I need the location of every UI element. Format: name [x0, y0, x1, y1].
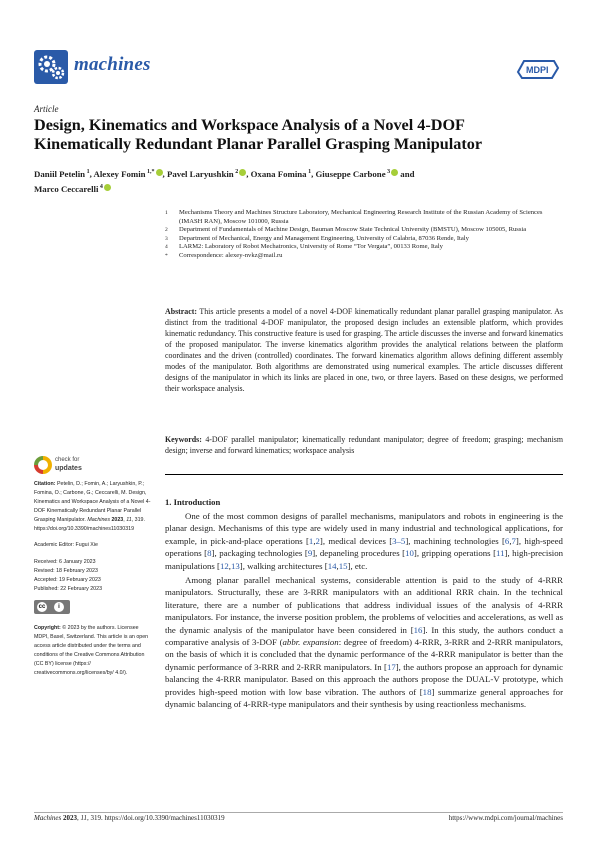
paragraph-text: ], depaneling procedures [: [312, 548, 406, 559]
section-divider: [165, 474, 563, 475]
reference-link[interactable]: 11: [496, 548, 505, 559]
paragraph-text: ], medical devices [: [319, 535, 393, 546]
reference-link[interactable]: 16: [413, 624, 423, 635]
author-name: Daniil Petelin: [34, 168, 86, 179]
affiliations: [165, 209, 565, 261]
citation-volume: 11: [126, 516, 132, 523]
author-name: Pavel Laryushkin: [166, 168, 234, 179]
accepted-date: Accepted: 19 February 2023: [34, 577, 101, 584]
author-separator: ,: [162, 168, 167, 179]
author-affiliation-number: 1,*: [145, 169, 155, 175]
publisher-name: MDPI: [526, 65, 549, 75]
author-name: Alexey Fomin: [93, 168, 146, 179]
footer-doi[interactable]: , 319. https://doi.org/10.3390/machines11030319: [86, 814, 225, 822]
affiliation-number: 4: [165, 244, 168, 251]
affiliation-number: 3: [165, 235, 168, 242]
author-name: Oxana Fomina: [250, 168, 307, 179]
reference-link[interactable]: 8: [207, 548, 212, 559]
received-date: Received: 6 January 2023: [34, 559, 96, 566]
reference-link[interactable]: 18: [422, 686, 432, 697]
abstract: [165, 306, 563, 394]
reference-link[interactable]: 14: [327, 560, 337, 571]
paragraph-text: ], the authors propose an approach for dynamic balancing the 4-RRR manipulator. Based on this approach the authors propose the DUAL-V prototype, which provides high-speed motion with low base vibration. The authors of [: [165, 661, 563, 697]
affiliation-item: [165, 226, 565, 235]
affiliation-number: 2: [165, 227, 168, 234]
orcid-icon[interactable]: [104, 184, 111, 191]
orcid-icon[interactable]: [156, 169, 163, 176]
copyright-label: Copyright:: [34, 624, 61, 631]
footer-citation: Machines 2023, 11, 319. https://doi.org/10.3390/machines11030319: [34, 814, 225, 822]
reference-link[interactable]: 9: [307, 548, 313, 559]
check-updates-line1: check for: [55, 457, 80, 463]
article-info-sidebar: [34, 480, 152, 677]
citation-journal: Machines: [87, 516, 110, 523]
reference-link[interactable]: 10: [405, 548, 414, 559]
reference-link[interactable]: 2: [315, 535, 320, 546]
paragraph-text: ], packaging technologies [: [211, 548, 308, 559]
paragraph: [165, 574, 563, 710]
author-affiliation-number: 1: [85, 169, 90, 175]
academic-editor: Academic Editor: Fugui Xie: [34, 542, 98, 549]
keywords-text: 4-DOF parallel manipulator; kinematically redundant manipulator; degree of freedom; grasping; mechanism design; inverse and forward kinematics; workspace analysis: [165, 435, 563, 455]
affiliation-number: 1: [165, 210, 168, 216]
reference-link[interactable]: 17: [386, 661, 396, 672]
publisher-logo[interactable]: [514, 58, 560, 80]
check-for-updates-button[interactable]: [34, 456, 104, 476]
author-separator: ,: [311, 168, 316, 179]
affiliation-item: [165, 209, 565, 226]
journal-name: machines: [74, 54, 151, 75]
reference-link[interactable]: 3–5: [392, 535, 406, 546]
reference-link[interactable]: 15: [338, 560, 348, 571]
citation: Citation: Petelin, D.; Fomin, A.; Laryushkin, P.; Fomina, O.; Carbone, G.; Ceccarelli, M. Design, Kinematics and Workspace Analysis of a Novel 4-DOF Kinematically Redundant Planar Parallel Grasping Manipulator. Machines 2023, 11, 319. https://doi.org/10.3390/machines11030319: [34, 481, 151, 532]
author-separator: ,: [246, 168, 251, 179]
affiliation-text: Mechanisms Theory and Machines Structure Laboratory, Mechanical Engineering Research Institute of the Russian Academy of Sciences (IMASH RAN), Moscow 101000, Russia: [179, 209, 543, 225]
paragraph-text: Among planar parallel mechanical systems, considerable attention is paid to the study of 4-RRR manipulators. Structurally, these are 3-RRR manipulators with an additional RRR chain. In the technical literature, there are a number of publications that address individual issues of the analysis of 4-RRR manipulators. For instance, the inverse position problem, the problems of velocities and accelerations, as well as the dynamic analysis of the manipulator have been considered in [: [165, 575, 563, 635]
affiliation-item: [165, 243, 565, 252]
keywords: [165, 434, 563, 456]
article-title: Design, Kinematics and Workspace Analysis of a Novel 4-DOF Kinematically Redundant Planar Parallel Grasping Manipulator: [34, 116, 483, 153]
affiliation-number: *: [165, 252, 168, 259]
affiliation-item: [165, 252, 565, 261]
paragraph-text: ], machining technologies [: [405, 535, 505, 546]
author-list: [34, 166, 554, 196]
cc-by-license-badge[interactable]: [34, 600, 70, 614]
reference-link[interactable]: 13: [230, 560, 240, 571]
footer-volume: 11: [80, 814, 87, 822]
affiliation-text: LARM2: Laboratory of Robot Mechatronics, University of Rome “Tor Vergata”, 00133 Rome, Italy: [179, 243, 443, 251]
author-affiliation-number: 2: [233, 169, 239, 175]
paragraph-text: One of the most common designs of parallel mechanisms, manipulators and robots in engineering is the planar design. Mechanisms of this type are widely used in many industrial and technological applications, for example, in pick-and-place operations [: [165, 511, 563, 546]
journal-gears-logo: [34, 50, 68, 84]
paragraph: [165, 510, 563, 572]
introduction-body: [165, 510, 563, 711]
check-updates-line2: updates: [55, 464, 82, 472]
article-type: Article: [34, 104, 59, 114]
citation-year: 2023: [111, 516, 124, 523]
italic-text: abbr. expansion: [282, 637, 339, 648]
journal-url[interactable]: https://www.mdpi.com/journal/machines: [448, 814, 563, 822]
cc-icon: cc: [38, 603, 46, 610]
published-date: Published: 22 February 2023: [34, 586, 103, 593]
check-updates-icon: [34, 456, 52, 474]
author-affiliation-number: 3: [385, 169, 391, 175]
paragraph-text: ,: [336, 560, 339, 571]
footer-journal: Machines: [34, 814, 62, 822]
author-name: Giuseppe Carbone: [315, 168, 386, 179]
paragraph-text: ,: [228, 560, 231, 571]
footer-year: 2023: [62, 814, 77, 822]
reference-link[interactable]: 6: [504, 535, 510, 546]
paragraph-text: ,: [509, 535, 512, 546]
paragraph-text: ], high-precision manipulations [: [165, 548, 563, 571]
affiliation-text: Correspondence: alexey-nvkz@mail.ru: [179, 251, 283, 259]
reference-link[interactable]: 12: [219, 560, 229, 571]
attribution-icon: i: [54, 602, 64, 612]
citation-text: Petelin, D.; Fomin, A.; Laryushkin, P.; Fomina, O.; Carbone, G.; Ceccarelli, M. Design, Kinematics and Workspace Analysis of a Novel 4-DOF Kinematically Redundant Planar Parallel Grasping Manipulator.: [34, 481, 151, 523]
footer-divider: [34, 812, 563, 813]
paragraph-text: ] summarize general approaches for dynamic balancing of 4-RRR-type manipulators and their synthesis by using reactionless mechanisms.: [165, 686, 563, 710]
abstract-text: This article presents a model of a novel 4-DOF kinematically redundant planar parallel grasping manipulator. As distinct from the traditional 4-DOF manipulator, the proposed design includes an extensible platform, which provides kinematic redundancy. This constructive feature is used for grasping. The article discusses the inverse and forward kinematics of the proposed manipulator. The inverse kinematics algorithm provides the analytical relations between the platform coordinates and the driven (controlled) coordinates. The forward kinematics algorithm allows defining different assembly modes of the manipulator. Both algorithms are demonstrated using numerical examples. The article discusses different designs of the manipulator in which its links are placed in one, two, or three layers. Based on these designs, we performed their workspace analysis.: [165, 307, 563, 393]
paragraph-text: : degree of freedom) 4-RRR, 3-RRR and 2-RRR manipulators, on the basis of which it is concluded that the dynamic performance of the 4-RRR manipulator is better than the dynamic performance of 3-RRR and 2-RRR manipulators. In [: [165, 637, 564, 672]
section-heading: 1. Introduction: [165, 497, 221, 507]
paragraph-text: ], high-speed operations [: [165, 535, 563, 559]
affiliation-text: Department of Mechanical, Energy and Management Engineering, University of Calabria, 87036 Rende, Italy: [179, 234, 469, 242]
affiliation-text: Department of Fundamentals of Machine Design, Bauman Moscow State Technical University (BMSTU), Moscow 105005, Russia: [179, 226, 527, 234]
citation-doi[interactable]: , 319. https://doi.org/10.3390/machines11030319: [34, 516, 145, 532]
abstract-label: Abstract:: [165, 307, 197, 316]
author-separator: ,: [89, 168, 94, 179]
author-separator: and: [398, 168, 415, 179]
copyright-text: © 2023 by the authors. Licensee MDPI, Basel, Switzerland. This article is an open access article distributed under the terms and conditions of the Creative Commons Attribution (CC BY) license (https:// creativecommons.org/licenses/by/ 4.0/).: [34, 624, 149, 676]
author-affiliation-number: 1: [306, 169, 312, 175]
keywords-label: Keywords:: [165, 435, 202, 444]
paragraph-text: ]. In this study, the authors conduct a comparative analysis of 3-DOF (: [165, 624, 563, 648]
paragraph-text: ], walking architectures [: [239, 560, 328, 571]
reference-link[interactable]: 1: [308, 535, 314, 546]
paragraph-text: ], etc.: [347, 560, 368, 571]
paragraph-text: ], gripping operations [: [413, 548, 497, 559]
author-name: Marco Ceccarelli: [34, 183, 99, 194]
paragraph-text: ,: [313, 535, 316, 546]
reference-link[interactable]: 7: [511, 535, 516, 546]
citation-label: Citation:: [34, 481, 56, 487]
revised-date: Revised: 18 February 2023: [34, 568, 98, 575]
author-affiliation-number: 4: [98, 183, 103, 190]
copyright: [34, 624, 152, 677]
affiliation-item: [165, 235, 565, 244]
